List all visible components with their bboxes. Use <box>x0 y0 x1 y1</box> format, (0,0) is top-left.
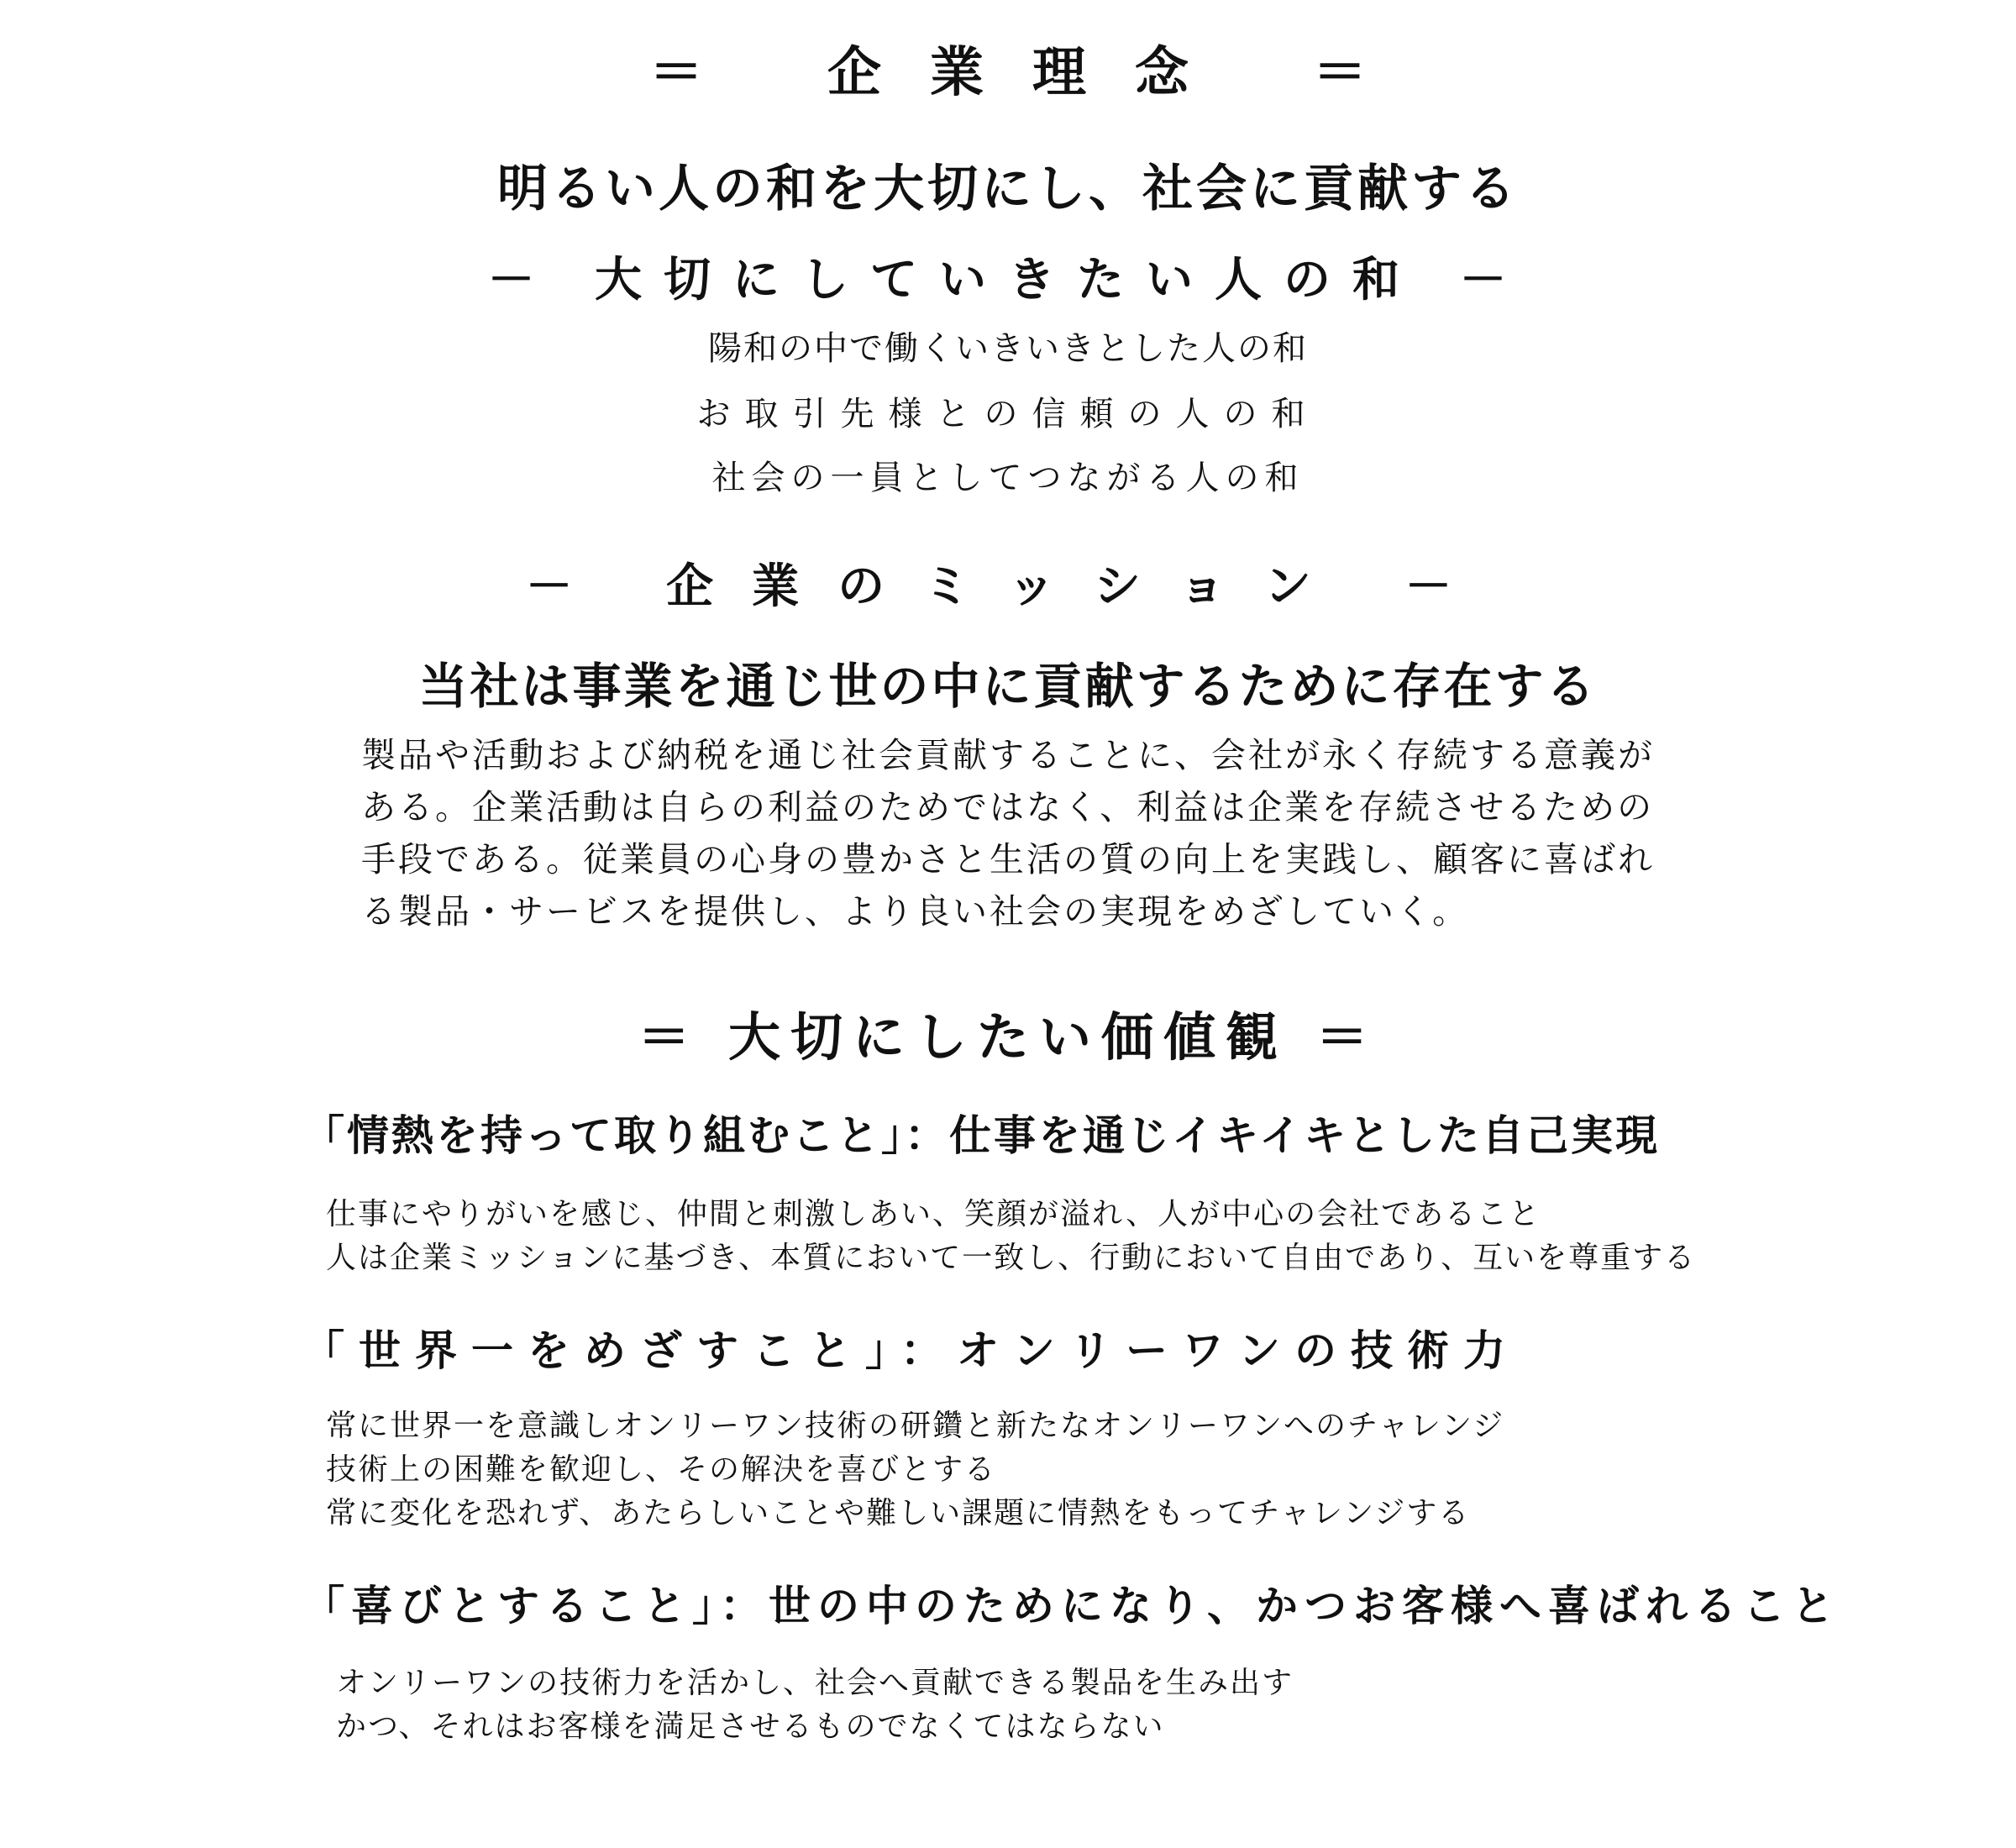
mission-statement: 当社は事業を通じ世の中に貢献するために存在する <box>418 658 1598 715</box>
page-title <box>0 35 2016 111</box>
value-line: 仕事にやりがいを感じ、仲間と刺激しあい、笑顔が溢れ、人が中心の会社であること <box>326 1197 1541 1231</box>
mission-heading: － 企業のミッション － <box>525 559 1491 614</box>
values-heading: ＝ 大切にしたい価値観 ＝ <box>638 1006 1378 1068</box>
mission-body-line: 手段である。従業員の心身の豊かさと生活の質の向上を実践し、顧客に喜ばれ <box>361 839 1655 879</box>
value-body-joy <box>336 1662 1294 1749</box>
value-body-world-best <box>326 1404 1504 1536</box>
value-title-passion: 「情熱を持って取り組むこと」：仕事を通じイキイキとした自己実現 <box>302 1110 1660 1160</box>
title-decoration-right: ＝ <box>1313 41 1367 104</box>
value-line: オンリーワンの技術力を活かし、社会へ貢献できる製品を生み出す <box>336 1666 1294 1700</box>
mission-body-line: ある。企業活動は自らの利益のためではなく、利益は企業を存続させるための <box>361 787 1655 827</box>
value-title-joy: 「喜びとすること」：世の中のためになり、かつお客様へ喜ばれること <box>302 1581 1840 1630</box>
harmony-heading: － 大切にしていきたい人の和 － <box>487 252 1529 307</box>
harmony-line: 社会の一員としてつながる人の和 <box>711 459 1305 497</box>
title-decoration-left: ＝ <box>649 41 703 104</box>
harmony-line: 陽和の中で働くいきいきとした人の和 <box>708 329 1308 368</box>
value-line: 技術上の困難を歓迎し、その解決を喜びとする <box>326 1452 997 1487</box>
value-line: 常に世界一を意識しオンリーワン技術の研鑽と新たなオンリーワンへのチャレンジ <box>326 1409 1505 1443</box>
value-line: 人は企業ミッションに基づき、本質において一致し、行動において自由であり、互いを尊重する <box>326 1241 1697 1275</box>
mission-body-line: 製品や活動および納税を通じ社会貢献することに、会社が永く存続する意義が <box>361 735 1655 775</box>
mission-body-line: る製品・サービスを提供し、より良い社会の実現をめざしていく。 <box>361 891 1470 932</box>
value-body-passion <box>326 1193 1696 1280</box>
title-text: 企業理念 <box>827 41 1237 104</box>
value-line: かつ、それはお客様を満足させるものでなくてはならない <box>336 1709 1165 1744</box>
mission-body <box>361 729 1772 937</box>
value-title-world-best: 「世界一をめざすこと」：オンリーワンの技術力 <box>302 1326 1520 1375</box>
corporate-slogan: 明るい人の和を大切にし、社会に貢献する <box>497 160 1519 218</box>
harmony-line: お取引先様との信頼の人の和 <box>696 395 1320 433</box>
value-line: 常に変化を恐れず、あたらしいことや難しい課題に情熱をもってチャレンジする <box>326 1496 1471 1530</box>
